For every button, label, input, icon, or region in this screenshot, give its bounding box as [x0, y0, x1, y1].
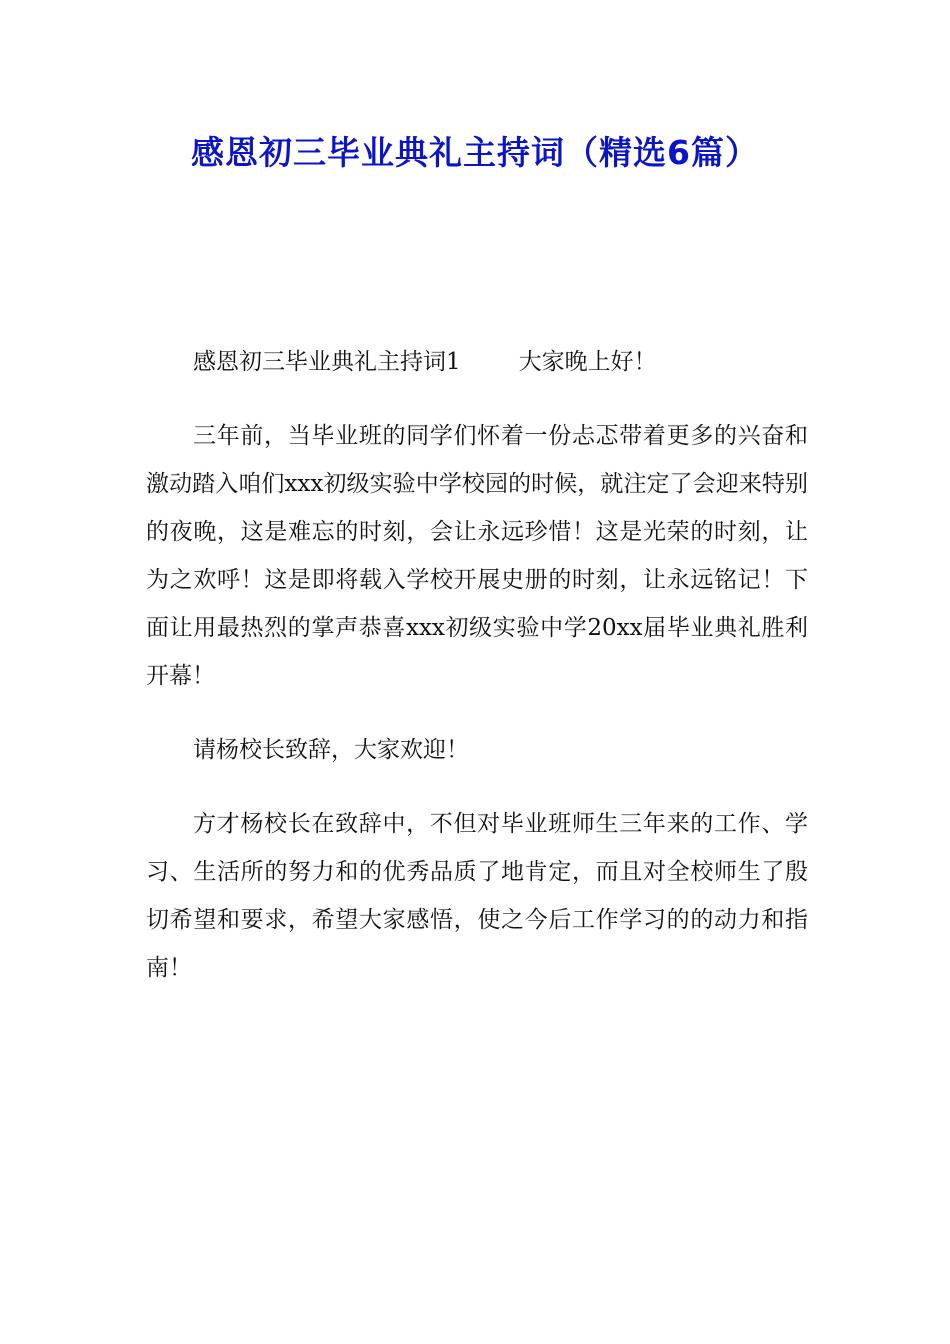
paragraph: 方才杨校长在致辞中，不但对毕业班师生三年来的工作、学习、生活所的努力和的优秀品质了地肯定，而且对全校师生了殷切希望和要求，希望大家感悟，使之今后工作学习的的动力和指南！: [146, 811, 808, 981]
section-heading: 感恩初三毕业典礼主持词1: [193, 349, 461, 375]
document-title: 感恩初三毕业典礼主持词（精选6篇）: [191, 133, 759, 172]
document-body: [146, 338, 808, 1018]
greeting: 大家晚上好！: [518, 349, 657, 375]
paragraph: 三年前，当毕业班的同学们怀着一份忐忑带着更多的兴奋和激动踏入咱们xxx初级实验中学校园的时候，就注定了会迎来特别的夜晚，这是难忘的时刻，会让永远珍惜！这是光荣的时刻，让为之欢呼！这是即将载入学校开展史册的时刻，让永远铭记！下面让用最热烈的掌声恭喜xxx初级实验中学20xx届毕业典礼胜利开幕！: [146, 423, 808, 689]
section-heading-line: [146, 338, 808, 386]
paragraph: 请杨校长致辞，大家欢迎！: [193, 737, 469, 763]
